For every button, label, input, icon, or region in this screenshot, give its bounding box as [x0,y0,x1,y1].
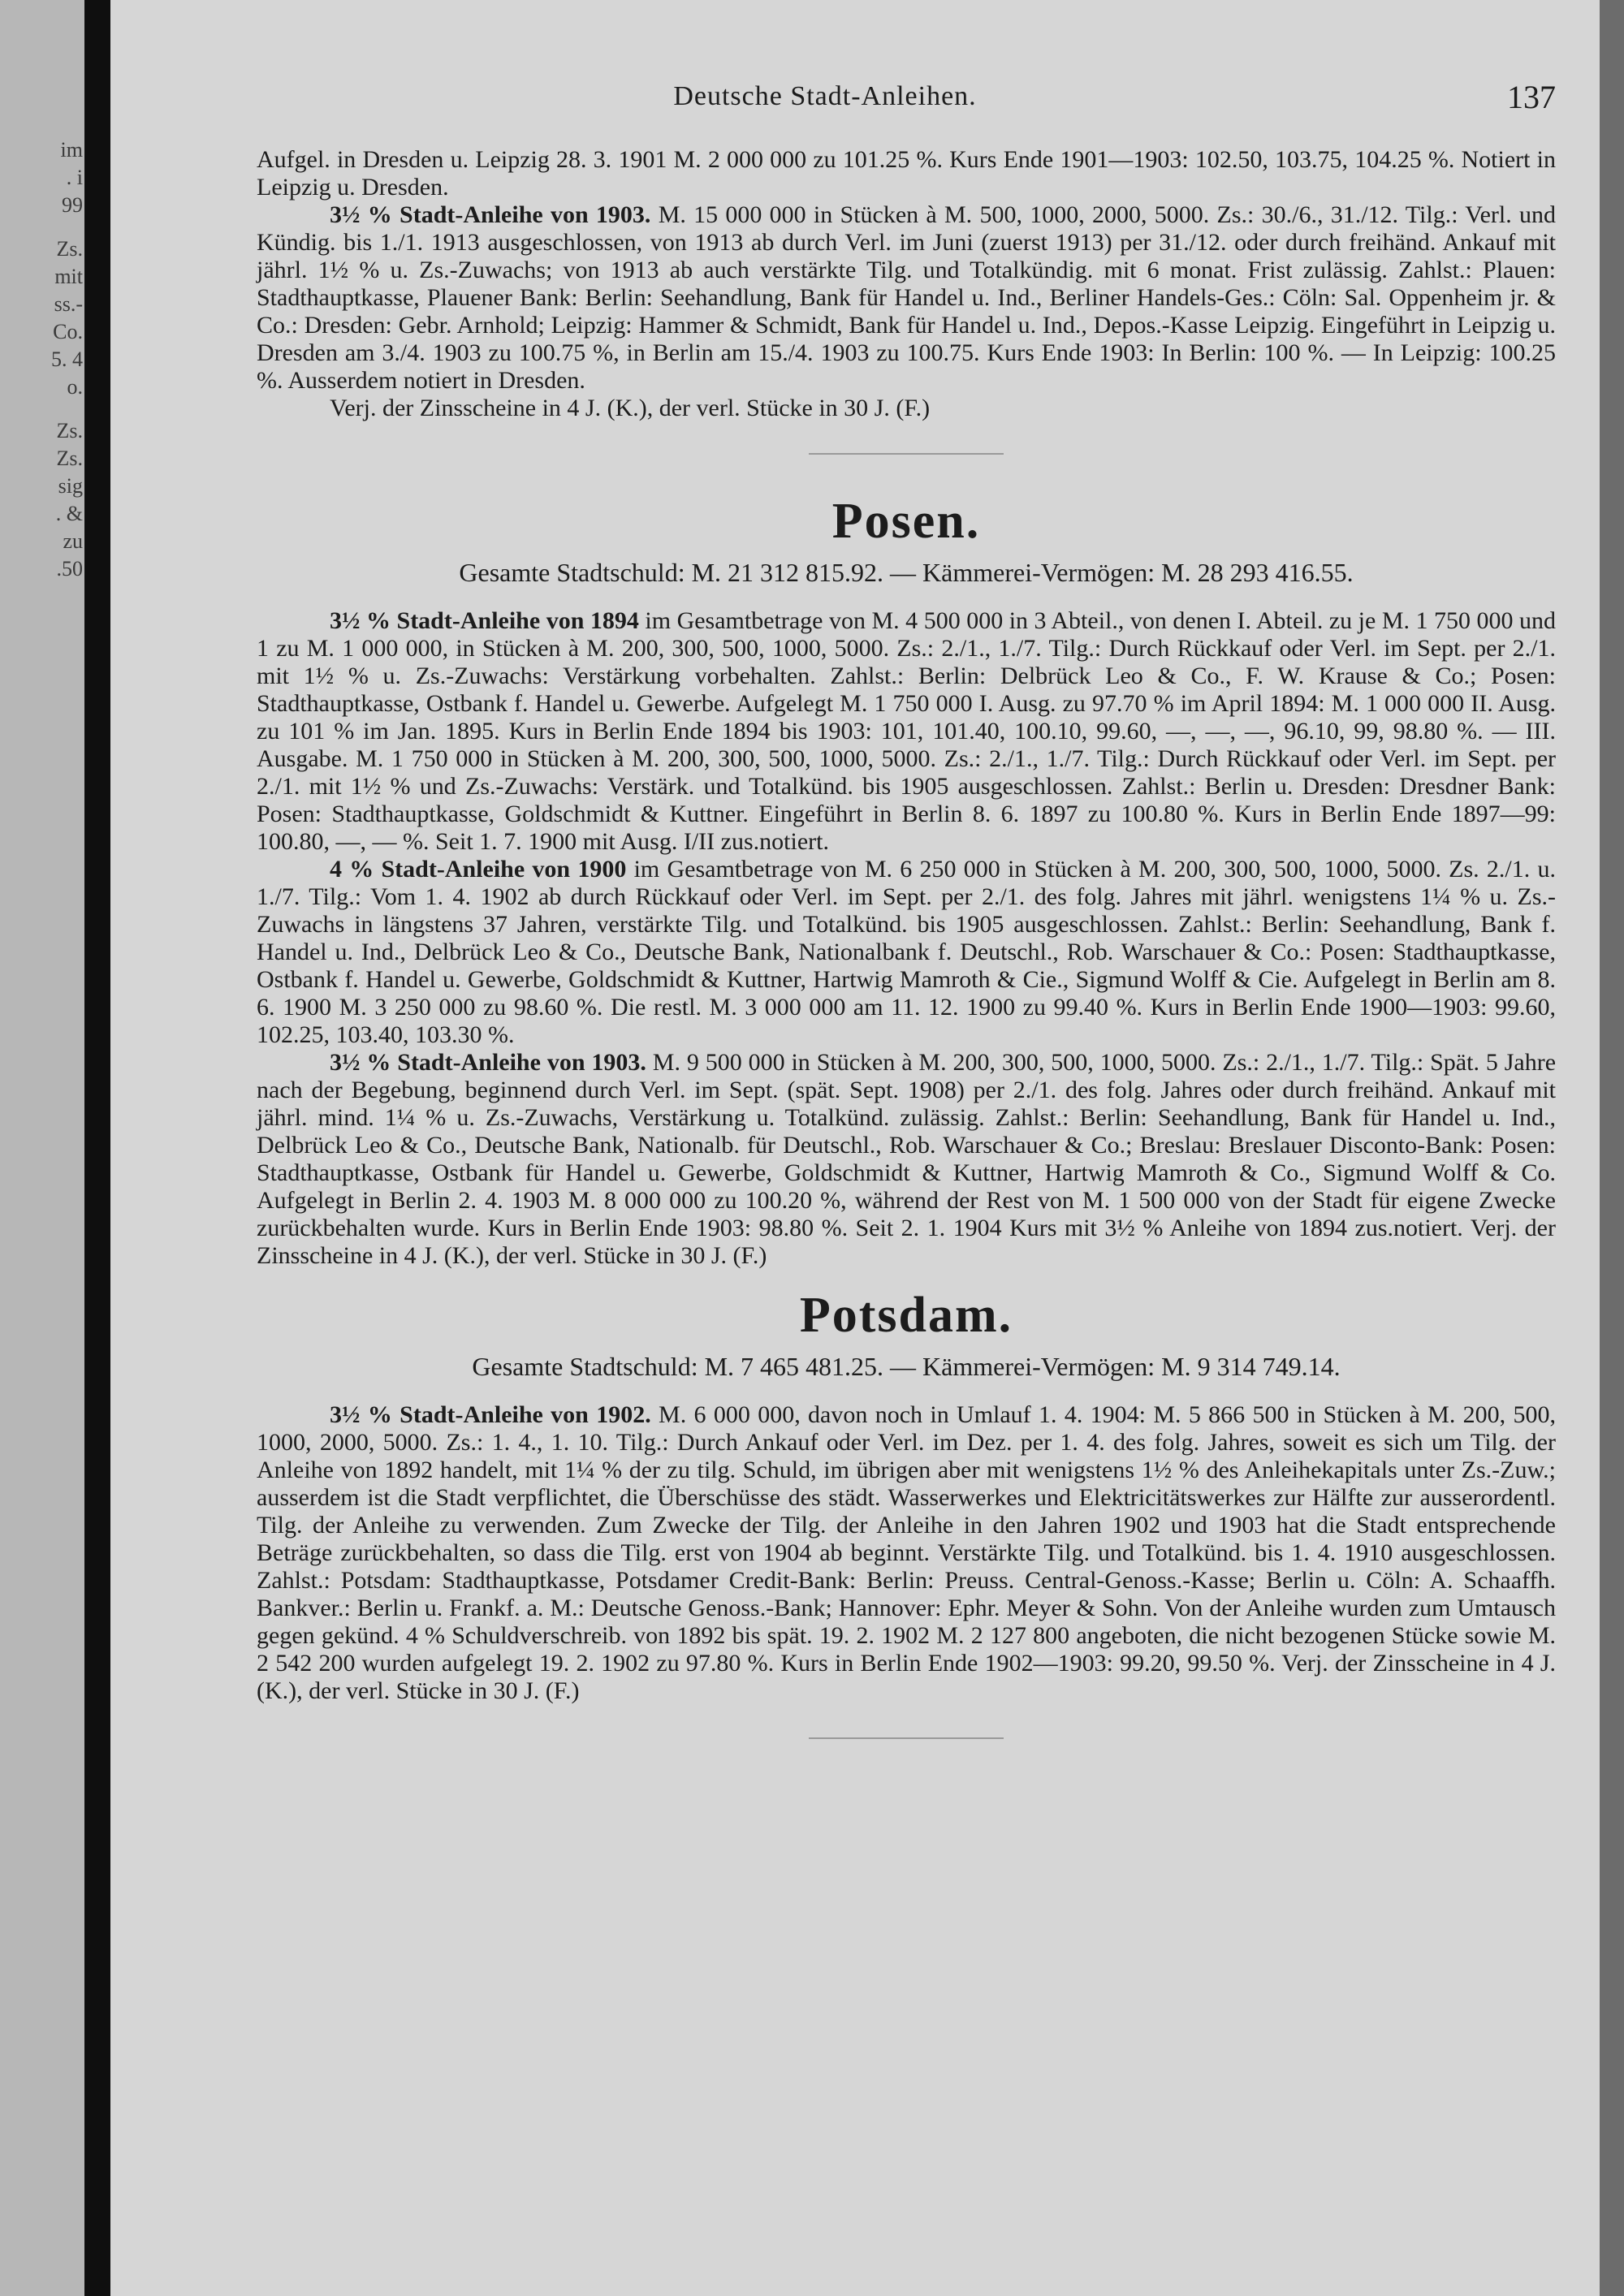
left-fragment: ss.- [54,292,83,316]
bond-entry-body: im Gesamtbetrage von M. 4 500 000 in 3 Abteil., von denen I. Abteil. zu je M. 1 750 000 und 1 zu M. 1 000 000, in Stücken à M. 200, 300, 500, 1000, 5000. Zs.: 2./1., 1./7. Tilg.: Durch Rückkauf oder Verl. im Sept. per 2./1. mit 1½ % u. Zs.-Zuwachs: Verstärkung vorbehalten. Zahlst.: Berlin: Delbrück Leo & Co., F. W. Krause & Co.; Posen: Stadthauptkasse, Ostbank f. Handel u. Gewerbe. Aufgelegt M. 1 750 000 I. Ausg. zu 97.70 % im April 1894: M. 1 000 000 II. Ausg. zu 101 % im Jan. 1895. Kurs in Berlin Ende 1894 bis 1903: 101, 101.40, 100.10, 99.60, —, —, —, 96.10, 99, 98.80 %. — III. Ausgabe. M. 1 750 000 in Stücken à M. 200, 300, 500, 1000, 5000. Zs.: 2./1., 1./7. Tilg.: Durch Rückkauf oder Verl. im Sept. per 2./1. mit 1½ % und Zs.-Zuwachs: Verstärk. und Totalkünd. bis 1905 ausgeschlossen. Zahlst.: Berlin u. Dresden: Dresdner Bank: Posen: Stadthauptkasse, Goldschmidt & Kuttner. Eingeführt in Berlin 8. 6. 1897 zu 100.80 %. Kurs in Berlin Ende 1897—99: 100.80, —, — %. Seit 1. 7. 1900 mit Ausg. I/II zus.notiert. [257,607,1557,855]
section-divider [809,453,1004,455]
bond-entry-title: 3½ % Stadt-Anleihe von 1903. [330,201,651,228]
bond-entry [257,607,1556,856]
left-fragment: Zs. [56,447,83,470]
left-fragment: im [60,138,83,162]
binding-shadow [84,0,110,2296]
city-heading: Posen. [831,494,981,549]
bond-entry-body: M. 15 000 000 in Stücken à M. 500, 1000, 2000, 5000. Zs.: 30./6., 31./12. Tilg.: Verl. und Kündig. bis 1./1. 1913 ausgeschlossen, von 1913 ab durch Verl. im Juni (zuerst 1913) per 31./12. oder durch freihänd. Ankauf mit jährl. 1½ % u. Zs.-Zuwachs; von 1913 ab auch verstärkte Tilg. und Totalkündig. mit 6 monat. Frist zulässig. Zahlst.: Plauen: Stadthauptkasse, Plauener Bank: Berlin: Seehandlung, Bank für Handel u. Ind., Berliner Handels-Ges.: Cöln: Sal. Oppenheim jr. & Co.: Dresden: Gebr. Arnhold; Leipzig: Hammer & Schmidt, Bank für Handel u. Ind., Depos.-Kasse Leipzig. Eingeführt in Leipzig u. Dresden am 3./4. 1903 zu 100.75 %, in Berlin am 15./4. 1903 zu 100.75. Kurs Ende 1903: In Berlin: 100 %. — In Leipzig: 100.25 %. Ausserdem notiert in Dresden. [257,201,1557,394]
left-page-edge [0,0,84,2296]
left-fragment: zu [63,529,83,553]
left-fragment: o. [67,375,83,399]
left-fragment: Zs. [56,237,83,261]
left-fragment: mit [54,265,83,288]
book-page [110,0,1600,2296]
debt-summary: Gesamte Stadtschuld: M. 21 312 815.92. — Kämmerei-Vermögen: M. 28 293 416.55. [459,558,1354,587]
bond-entry [257,1401,1556,1705]
bond-entry [257,201,1556,395]
end-divider [809,1737,1004,1739]
bond-entry [257,856,1556,1049]
left-fragment: . i [66,166,83,189]
page-number: 137 [1507,79,1556,115]
left-fragment: Co. [53,320,83,343]
left-fragment: sig [58,474,83,498]
right-page-edge [1600,0,1624,2296]
city-heading: Potsdam. [799,1288,1013,1343]
bond-entry-title: 3½ % Stadt-Anleihe von 1902. [330,1401,651,1428]
left-fragment: 99 [62,193,83,217]
bond-entry-body: M. 9 500 000 in Stücken à M. 200, 300, 500, 1000, 5000. Zs.: 2./1., 1./7. Tilg.: Spät. 5 Jahre nach der Begebung, beginnend durch Verl. im Sept. (spät. Sept. 1908) per 2./1. des folg. Jahres oder durch freihänd. Ankauf mit jährl. mind. 1¼ % u. Zs.-Zuwachs, Verstärkung u. Totalkünd. zulässig. Zahlst.: Berlin: Seehandlung, Bank für Handel u. Ind., Delbrück Leo & Co., Deutsche Bank, Nationalb. für Deutschl., Rob. Warschauer & Co.; Breslau: Breslauer Disconto-Bank: Posen: Stadthauptkasse, Ostbank für Handel u. Gewerbe, Goldschmidt & Kuttner, Hartwig Mamroth & Co., Sigmund Wolff & Co. Aufgelegt in Berlin 2. 4. 1903 M. 8 000 000 zu 100.20 %, während der Rest von M. 1 500 000 von der Stadt für eigene Zwecke zurückbehalten wurde. Kurs in Berlin Ende 1903: 98.80 %. Seit 2. 1. 1904 Kurs mit 3½ % Anleihe von 1894 zus.notiert. Verj. der Zinsscheine in 4 J. (K.), der verl. Stücke in 30 J. (F.) [257,1049,1557,1269]
bond-entry-body: im Gesamtbetrage von M. 6 250 000 in Stücken à M. 200, 300, 500, 1000, 5000. Zs. 2./1. u. 1./7. Tilg.: Vom 1. 4. 1902 ab durch Rückkauf oder Verl. im Sept. per 2./1. des folg. Jahres mit jährl. wenigstens 1¼ % u. Zs.-Zuwachs in längstens 37 Jahren, verstärkte Tilg. und Totalkünd. bis 1905 ausgeschlossen. Zahlst.: Berlin: Seehandlung, Bank f. Handel u. Ind., Delbrück Leo & Co., Deutsche Bank, Nationalbank f. Deutschl., Rob. Warschauer & Co.: Posen: Stadthauptkasse, Ostbank f. Handel u. Gewerbe, Goldschmidt & Kuttner, Hartwig Mamroth & Cie., Sigmund Wolff & Cie. Aufgelegt in Berlin am 8. 6. 1900 M. 3 250 000 zu 98.60 %. Die restl. M. 3 000 000 am 11. 12. 1900 zu 99.40 %. Kurs in Berlin Ende 1900—1903: 99.60, 102.25, 103.40, 103.30 %. [257,856,1556,1048]
bond-entry-title: 3½ % Stadt-Anleihe von 1894 [330,607,639,634]
left-fragment: . & [55,502,83,525]
bond-entry-title: 3½ % Stadt-Anleihe von 1903. [330,1049,646,1076]
bond-entry [257,1049,1556,1270]
left-fragment: Zs. [56,419,83,442]
bond-entry-body: M. 6 000 000, davon noch in Umlauf 1. 4. 1904: M. 5 866 500 in Stücken à M. 200, 500, 1000, 2000, 5000. Zs.: 1. 4., 1. 10. Tilg.: Durch Ankauf oder Verl. im Dez. per 1. 4. des folg. Jahres, soweit es sich um Tilg. der Anleihe von 1892 handelt, mit 1¼ % der zu tilg. Schuld, im übrigen aber mit wenigstens 1½ % des Anleihekapitals unter Zs.-Zuw.; ausserdem ist die Stadt verpflichtet, die Überschüsse des städt. Wasserwerkes und Elektricitätswerkes zur Hälfte zur ausserordentl. Tilg. der Anleihe zu verwenden. Zum Zwecke der Tilg. der Anleihe in den Jahren 1902 und 1903 hat die Stadt entsprechende Beträge zurückbehalten, so dass die Tilg. erst von 1904 ab beginnt. Verstärkte Tilg. und Totalkünd. bis 1. 4. 1910 ausgeschlossen. Zahlst.: Potsdam: Stadthauptkasse, Potsdamer Credit-Bank: Berlin: Preuss. Central-Genoss.-Kasse; Berlin u. Cöln: A. Schaaffh. Bankver.: Berlin u. Frankf. a. M.: Deutsche Genoss.-Bank; Hannover: Ephr. Meyer & Sohn. Von der Anleihe wurden zum Umtausch gegen gekünd. 4 % Schuldverschreib. von 1892 bis spät. 19. 2. 1902 M. 2 127 800 angeboten, die nicht bezogenen Stücke sowie M. 2 542 200 wurden aufgelegt 19. 2. 1902 zu 97.80 %. Kurs in Berlin Ende 1902—1903: 99.20, 99.50 %. Verj. der Zinsscheine in 4 J. (K.), der verl. Stücke in 30 J. (F.) [257,1401,1557,1704]
continuation-intro: Aufgel. in Dresden u. Leipzig 28. 3. 1901 M. 2 000 000 zu 101.25 %. Kurs Ende 1901—1903: 102.50, 103.75, 104.25 %. Notiert in Leipzig u. Dresden. [257,146,1556,201]
running-head: Deutsche Stadt-Anleihen. [673,81,977,111]
prescription-note: Verj. der Zinsscheine in 4 J. (K.), der verl. Stücke in 30 J. (F.) [330,395,931,421]
page-content [257,146,1556,1775]
left-fragment: 5. 4 [51,347,83,371]
left-page-fragments [2,136,83,583]
bond-entry-title: 4 % Stadt-Anleihe von 1900 [330,856,627,883]
debt-summary: Gesamte Stadtschuld: M. 7 465 481.25. — Kämmerei-Vermögen: M. 9 314 749.14. [472,1352,1341,1381]
left-fragment: .50 [56,557,83,580]
